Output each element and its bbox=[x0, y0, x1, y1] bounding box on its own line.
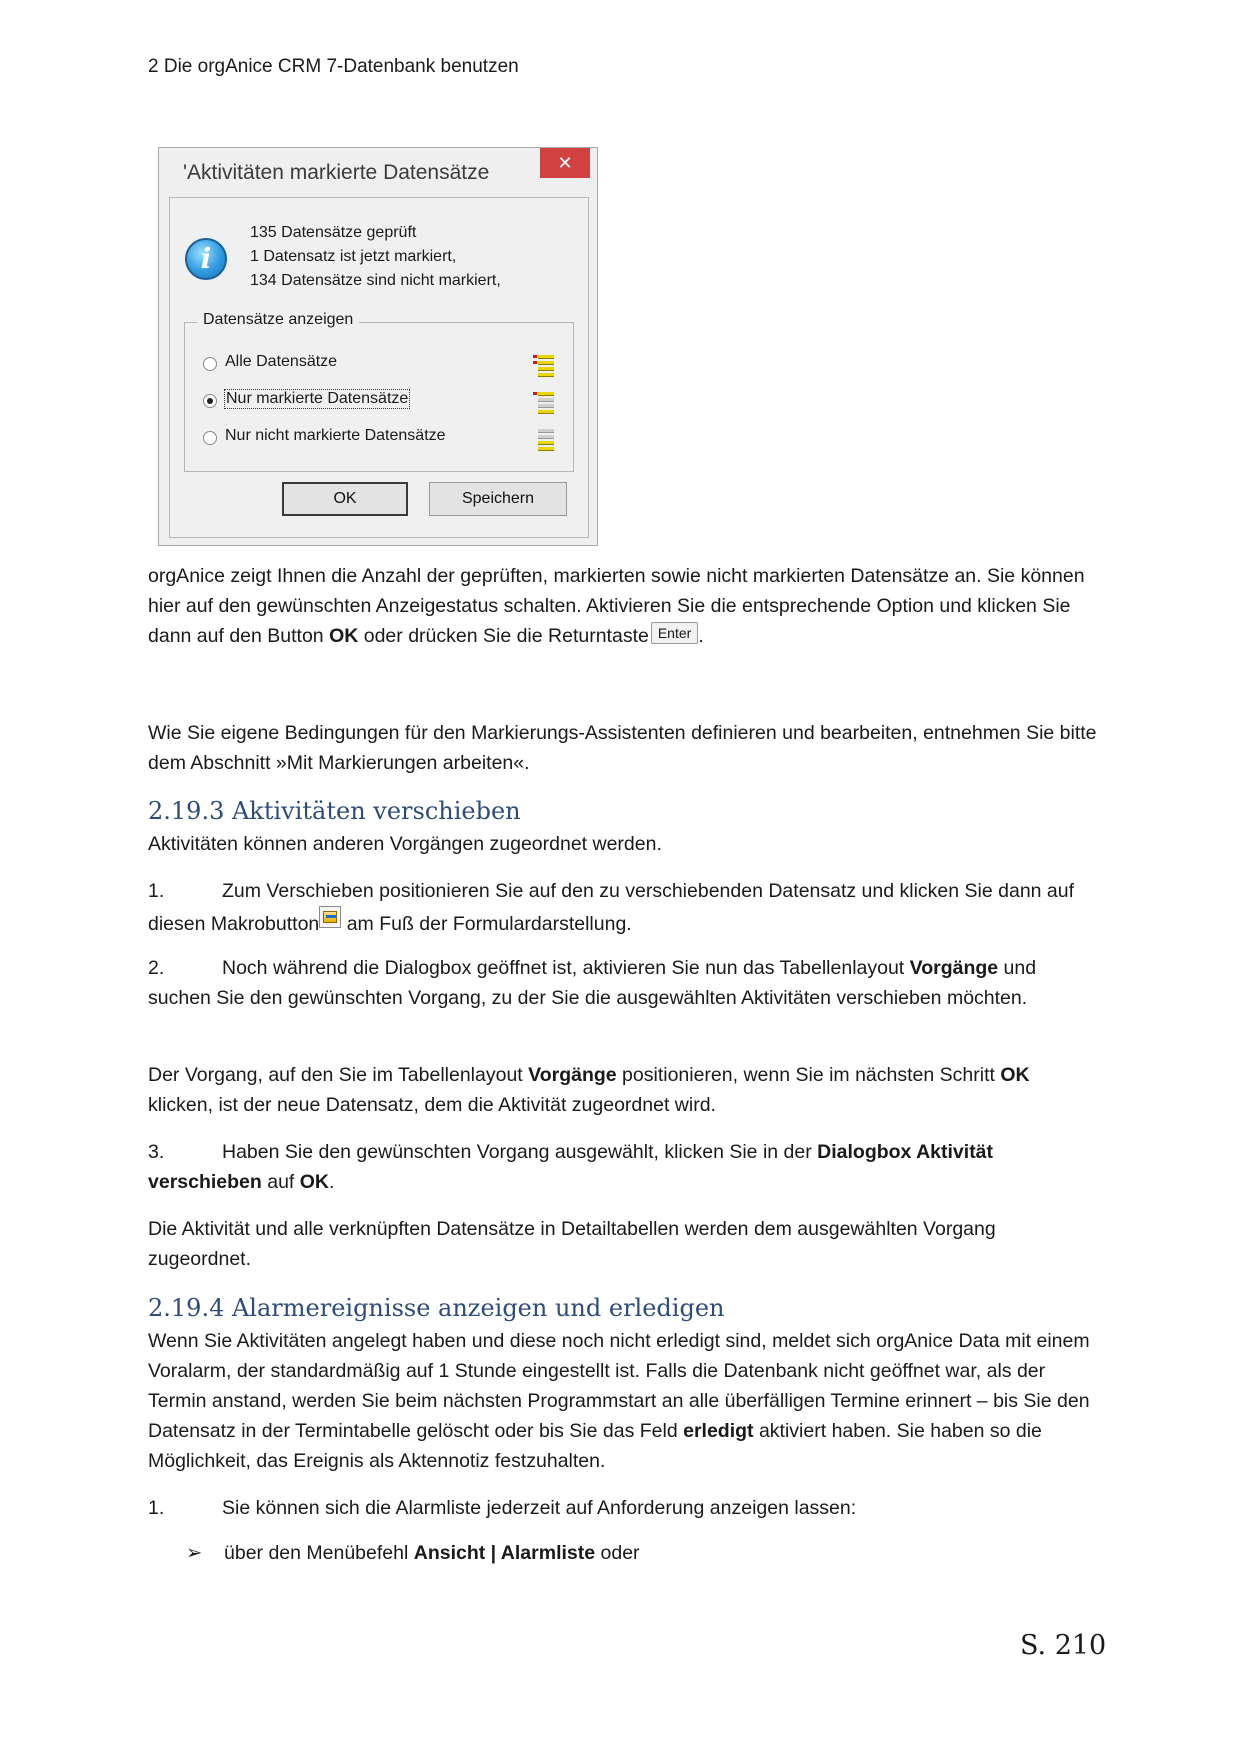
radio-unmarked[interactable] bbox=[203, 431, 217, 445]
radio-marked[interactable] bbox=[203, 394, 217, 408]
bold-text: Dialogbox Aktivität verschieben bbox=[148, 1141, 994, 1193]
bold-text: Vorgänge bbox=[909, 957, 999, 979]
step-1 bbox=[148, 876, 1098, 939]
section-heading-alarm-events: 2.19.4 Alarmereignisse anzeigen und erledigen bbox=[148, 1294, 725, 1322]
close-icon[interactable]: ✕ bbox=[540, 148, 590, 178]
paragraph-dialog-explanation bbox=[148, 561, 1098, 651]
text: Noch während die Dialogbox geöffnet ist, aktivieren Sie nun das Tabellenlayout bbox=[222, 957, 910, 979]
bold-text: Ansicht | Alarmliste bbox=[413, 1542, 596, 1564]
marked-records-dialog bbox=[158, 147, 598, 546]
text: Wenn Sie Aktivitäten angelegt haben und diese noch nicht erledigt sind, meldet sich orgAnice Data mit einem Voralarm, der standardmäßig auf 1 Stunde eingestellt ist. Falls die Datenbank nicht geöffnet war, als der Termin anstand, werden Sie beim nächsten Programmstart an alle überfälligen Termine erinnert – bis Sie den Datensatz in der Termintabelle gelöscht oder bis Sie das Feld bbox=[148, 1330, 1090, 1442]
paragraph-target-record bbox=[148, 1060, 1098, 1120]
text: positionieren, wenn Sie im nächsten Schritt bbox=[616, 1064, 1001, 1086]
group-label: Datensätze anzeigen bbox=[197, 311, 359, 329]
list-marked-icon bbox=[533, 390, 555, 414]
stat-marked: 1 Datensatz ist jetzt markiert, bbox=[250, 248, 457, 265]
option-label: Alle Datensätze bbox=[225, 353, 338, 370]
step-2 bbox=[148, 953, 1098, 1013]
bold-text: Vorgänge bbox=[528, 1064, 617, 1086]
enter-key-icon: Enter bbox=[651, 622, 698, 644]
text: oder drücken Sie die Returntaste bbox=[358, 625, 649, 647]
display-records-group bbox=[184, 311, 574, 472]
paragraph-alarm-explanation bbox=[148, 1326, 1098, 1476]
save-button[interactable]: Speichern bbox=[429, 482, 567, 516]
dialog-content bbox=[169, 197, 589, 538]
text: orgAnice zeigt Ihnen die Anzahl der geprüften, markierten sowie nicht markierten Datensätze an. Sie können hier auf den gewünschten Anzeigestatus schalten. Aktivieren Sie die entsprechende Option und klicken Sie dann auf den Button bbox=[148, 565, 1085, 647]
radio-all[interactable] bbox=[203, 357, 217, 371]
step-alarm-list bbox=[148, 1493, 1098, 1523]
text: am Fuß der Formulardarstellung. bbox=[341, 913, 632, 935]
step-3 bbox=[148, 1137, 1098, 1197]
option-label: Nur nicht markierte Datensätze bbox=[225, 427, 446, 444]
text: klicken, ist der neue Datensatz, dem die Aktivität zugeordnet wird. bbox=[148, 1094, 716, 1116]
section-heading-move-activities: 2.19.3 Aktivitäten verschieben bbox=[148, 797, 521, 825]
bullet-menu-command bbox=[186, 1541, 640, 1565]
stat-checked: 135 Datensätze geprüft bbox=[250, 224, 417, 241]
bold-ok: OK bbox=[329, 625, 359, 647]
bold-text: OK bbox=[1000, 1064, 1030, 1086]
step-number: 3. bbox=[148, 1141, 165, 1163]
paragraph-move-result: Die Aktivität und alle verknüpften Datensätze in Detailtabellen werden dem ausgewählten Vorgang zugeordnet. bbox=[148, 1218, 996, 1270]
paragraph-move-intro: Aktivitäten können anderen Vorgängen zugeordnet werden. bbox=[148, 833, 662, 855]
text: Haben Sie den gewünschten Vorgang ausgewählt, klicken Sie in der bbox=[222, 1141, 818, 1163]
macro-button-icon bbox=[319, 906, 341, 928]
text: Zum Verschieben positionieren Sie auf den zu verschiebenden Datensatz und klicken Sie dann auf diesen Makrobutton bbox=[148, 880, 1075, 935]
text: über den Menübefehl bbox=[224, 1542, 414, 1564]
page-number: S. 210 bbox=[1020, 1630, 1107, 1661]
text: Der Vorgang, auf den Sie im Tabellenlayout bbox=[148, 1064, 529, 1086]
text: Sie können sich die Alarmliste jederzeit auf Anforderung anzeigen lassen: bbox=[222, 1497, 857, 1519]
dialog-title: 'Aktivitäten markierte Datensätze bbox=[183, 161, 490, 184]
paragraph-marking-assistant: Wie Sie eigene Bedingungen für den Markierungs-Assistenten definieren und bearbeiten, entnehmen Sie bitte dem Abschnitt »Mit Markierungen arbeiten«. bbox=[148, 722, 1097, 774]
step-number: 1. bbox=[148, 1497, 165, 1519]
text: auf bbox=[261, 1171, 300, 1193]
option-all-records[interactable] bbox=[203, 353, 563, 377]
arrow-bullet-icon: ➢ bbox=[186, 1542, 203, 1564]
text: . bbox=[329, 1171, 335, 1193]
ok-button[interactable]: OK bbox=[282, 482, 408, 516]
text: und suchen Sie den gewünschten Vorgang, zu der Sie die ausgewählten Aktivitäten verschieben möchten. bbox=[148, 957, 1037, 1009]
text: oder bbox=[595, 1542, 640, 1564]
option-unmarked-records[interactable] bbox=[203, 427, 563, 451]
step-number: 2. bbox=[148, 957, 165, 979]
list-all-icon bbox=[533, 353, 555, 377]
info-icon: i bbox=[185, 238, 227, 280]
running-header: 2 Die orgAnice CRM 7-Datenbank benutzen bbox=[148, 56, 519, 77]
text: . bbox=[698, 625, 704, 647]
bold-text: erledigt bbox=[683, 1420, 754, 1442]
bold-text: OK bbox=[299, 1171, 330, 1193]
option-marked-records[interactable] bbox=[203, 390, 563, 414]
option-label: Nur markierte Datensätze bbox=[226, 390, 409, 407]
step-number: 1. bbox=[148, 880, 165, 902]
text: aktiviert haben. Sie haben so die Möglichkeit, das Ereignis als Aktennotiz festzuhalten. bbox=[148, 1420, 1042, 1472]
stat-unmarked: 134 Datensätze sind nicht markiert, bbox=[250, 272, 501, 289]
list-unmarked-icon bbox=[533, 427, 555, 451]
